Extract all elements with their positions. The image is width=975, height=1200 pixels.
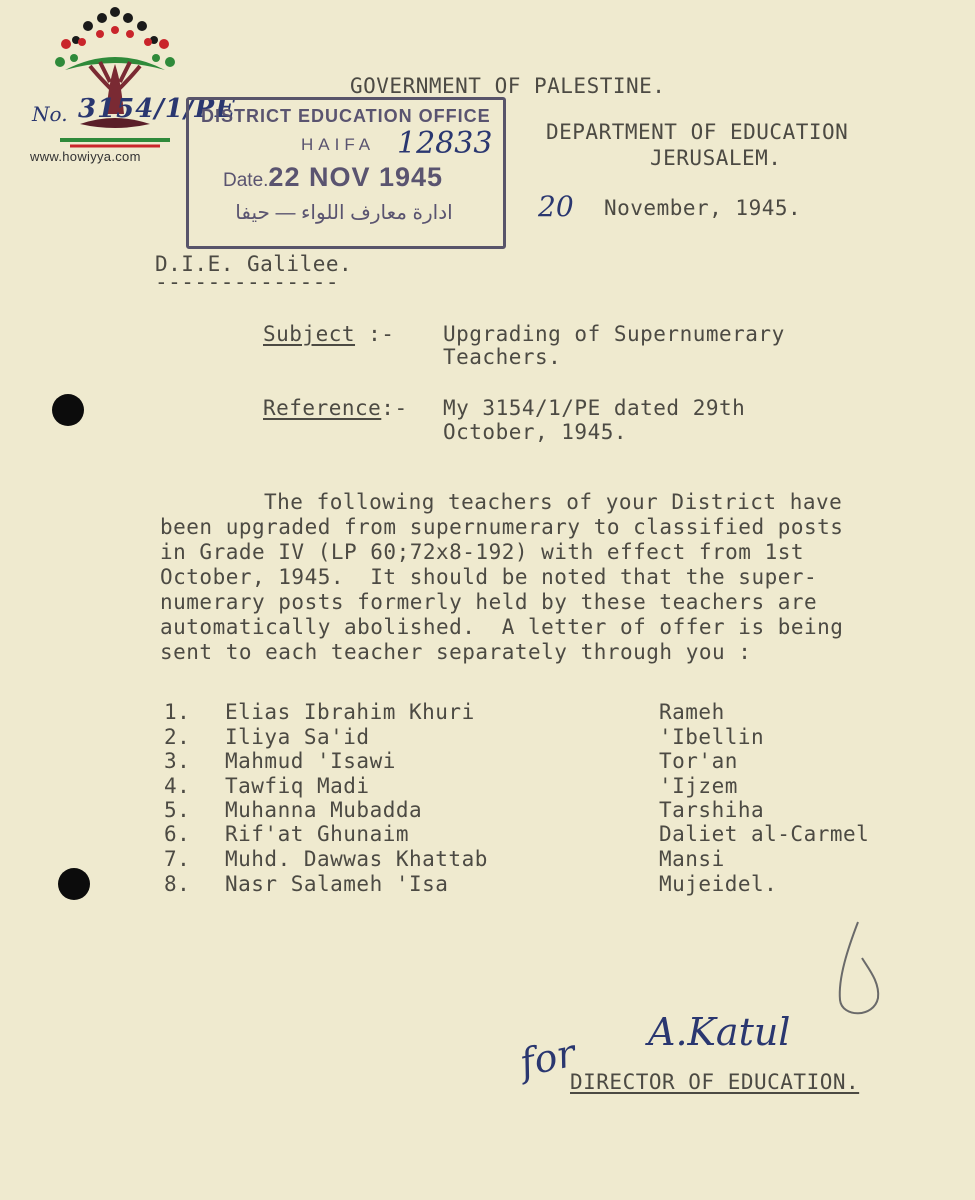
department-city: JERUSALEM. (650, 146, 782, 170)
teacher-num: 4. (164, 774, 191, 798)
letter-date: November, 1945. (604, 196, 802, 220)
watermark-url: www.howiyya.com (30, 149, 141, 164)
stamp-city: HAIFA (301, 135, 376, 154)
signature-prefix: for (516, 1030, 580, 1086)
teacher-place: Tor'an (659, 749, 738, 773)
teacher-place: Rameh (659, 700, 725, 724)
reference-line (263, 396, 408, 420)
teacher-num: 3. (164, 749, 191, 773)
reference-text-2: October, 1945. (443, 420, 628, 444)
director-signature: A.Katul (648, 1010, 791, 1054)
receipt-stamp (186, 97, 506, 249)
teacher-num: 7. (164, 847, 191, 871)
addressee-underline: -------------- (155, 270, 340, 294)
punch-hole-bottom (58, 868, 90, 900)
teacher-name: Muhanna Mubadda (225, 798, 423, 822)
teacher-place: 'Ijzem (659, 774, 738, 798)
body-line-3: in Grade IV (LP 60;72x8-192) with effect from 1st (160, 540, 805, 564)
teacher-name: Elias Ibrahim Khuri (225, 700, 475, 724)
teacher-name: Mahmud 'Isawi (225, 749, 396, 773)
stamp-arabic: ادارة معارف اللواء — حيفا (235, 202, 453, 224)
punch-hole-top (52, 394, 84, 426)
teacher-num: 8. (164, 872, 191, 896)
signature-title: DIRECTOR OF EDUCATION. (570, 1070, 860, 1094)
reference-sep: :- (381, 396, 408, 420)
body-line-1: The following teachers of your District have (264, 490, 843, 514)
howiyya-logo (40, 4, 190, 154)
teacher-name: Muhd. Dawwas Khattab (225, 847, 488, 871)
stamp-date (223, 162, 443, 193)
stamp-handwritten-number: 12833 (397, 126, 493, 161)
addressee: D.I.E. Galilee. (155, 252, 353, 276)
pencil-flourish (818, 918, 888, 1028)
teacher-place: Mansi (659, 847, 725, 871)
teacher-num: 5. (164, 798, 191, 822)
teacher-name: Tawfiq Madi (225, 774, 370, 798)
letter-date-day: 20 (538, 190, 574, 223)
body-line-5: numerary posts formerly held by these teachers are (160, 590, 818, 614)
subject-line (263, 322, 394, 346)
subject-text-2: Teachers. (443, 345, 562, 369)
teacher-num: 1. (164, 700, 191, 724)
reference-label: Reference (263, 396, 382, 420)
teacher-place: 'Ibellin (659, 725, 765, 749)
teacher-num: 2. (164, 725, 191, 749)
body-line-2: been upgraded from supernumerary to classified posts (160, 515, 844, 539)
subject-label: Subject (263, 322, 356, 346)
stamp-title: DISTRICT EDUCATION OFFICE (201, 106, 491, 126)
body-line-6: automatically abolished. A letter of offer is being (160, 615, 844, 639)
teacher-place: Daliet al-Carmel (659, 822, 870, 846)
stamp-date-value: 22 NOV 1945 (268, 162, 444, 192)
teacher-name: Iliya Sa'id (225, 725, 370, 749)
file-no-label: No. (32, 102, 68, 126)
subject-sep: :- (355, 322, 395, 346)
department-heading: DEPARTMENT OF EDUCATION (546, 120, 849, 144)
teacher-place: Tarshiha (659, 798, 765, 822)
teacher-name: Nasr Salameh 'Isa (225, 872, 449, 896)
body-line-4: October, 1945. It should be noted that the super- (160, 565, 818, 589)
file-no-value: 3154/1/PE (78, 94, 236, 124)
government-heading: GOVERNMENT OF PALESTINE. (350, 74, 666, 98)
teacher-place: Mujeidel. (659, 872, 778, 896)
teacher-name: Rif'at Ghunaim (225, 822, 410, 846)
body-line-7: sent to each teacher separately through you : (160, 640, 752, 664)
subject-text-1: Upgrading of Supernumerary (443, 322, 785, 346)
teacher-num: 6. (164, 822, 191, 846)
reference-text-1: My 3154/1/PE dated 29th (443, 396, 746, 420)
stamp-date-label: Date. (223, 170, 269, 191)
